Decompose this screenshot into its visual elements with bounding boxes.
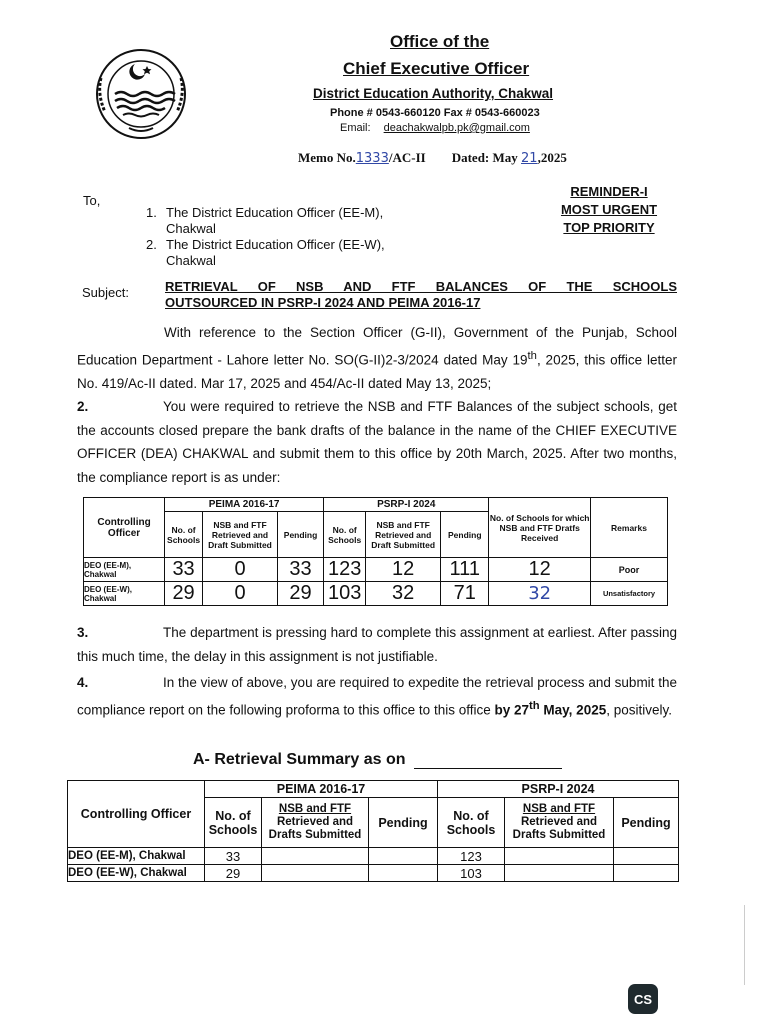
recipient-city: Chakwal xyxy=(166,221,216,236)
phone-fax: Phone # 0543-660120 Fax # 0543-660023 xyxy=(330,107,540,119)
email-label: Email: xyxy=(340,122,371,134)
memo-number: 1333 xyxy=(355,151,389,166)
paragraph-2: 2. You were required to retrieve the NSB and FTF Balances of the subject schools, get the accounts closed prepare the bank drafts of the balance in the name of the CHIEF EXECUTIVE OFFICER (DEA) CHAKWAL and submit them to this office by 20th March, 2025. After two months, the compliance report is as under: xyxy=(77,399,677,485)
paragraph-3: 3. The department is pressing hard to complete this assignment at earliest. After passing this much time, the delay in this assignment is not justifiable. xyxy=(77,625,677,664)
subject-line-2: OUTSOURCED IN PSRP-I 2024 AND PEIMA 2016-17 xyxy=(165,295,481,310)
memo-suffix: /AC-II xyxy=(388,150,426,165)
email-line xyxy=(340,122,530,134)
recipient-list xyxy=(146,205,385,269)
memo-label: Memo No. xyxy=(298,150,356,165)
email-address: deachakwalpb.pk@gmail.com xyxy=(383,122,530,134)
summary-title: A- Retrieval Summary as on xyxy=(193,751,562,769)
scan-edge xyxy=(744,905,745,985)
retrieval-summary-table: Controlling Officer PEIMA 2016-17 PSRP-I 2024 No. of Schools NSB and FTF Retrieved and Drafts Submitted Pending No. of Schools NSB and FTF Retrieved and Drafts Submitted Pending DEO (EE-M), Chakwal 33 123 DEO (EE-W), Chakwal 29 103 xyxy=(67,780,679,882)
recipient-city: Chakwal xyxy=(166,253,216,268)
date-blank-line xyxy=(414,754,562,769)
memo-year: ,2025 xyxy=(537,150,567,165)
reminder-block xyxy=(550,183,668,237)
table-row: DEO (EE-W), Chakwal 29 103 xyxy=(68,865,679,882)
recipient-item: 2. The District Education Officer (EE-W), xyxy=(146,237,385,252)
paragraph-4: 4. In the view of above, you are required to expedite the retrieval process and submit the compliance report on the following proforma to this office to this office by 27th May, 2025, positively. xyxy=(77,675,677,717)
subject-label: Subject: xyxy=(82,285,129,300)
table-row: DEO (EE-W), Chakwal 29 0 29 103 32 71 32 Unsatisfactory xyxy=(84,582,668,606)
memo-day: 21 xyxy=(521,151,538,166)
table-row: DEO (EE-M), Chakwal 33 123 xyxy=(68,848,679,865)
reminder-label: REMINDER-I xyxy=(570,184,648,199)
paragraph-1: With reference to the Section Officer (G-II), Government of the Punjab, School Education Department - Lahore letter No. SO(G-II)2-3/2024 dated May 19th, 2025, this office letter No. 419/Ac-II dated. Mar 17, 2025 and 454/Ac-II dated May 13, 2025; xyxy=(77,325,677,391)
subject-line-1: RETRIEVAL OF NSB AND FTF BALANCES OF THE SCHOOLS xyxy=(165,279,677,294)
punjab-seal-logo xyxy=(95,48,187,140)
to-label: To, xyxy=(83,193,101,208)
office-title: Office of the xyxy=(390,32,490,51)
priority-label: TOP PRIORITY xyxy=(563,220,655,235)
compliance-table: Controlling Officer PEIMA 2016-17 PSRP-I 2024 No. of Schools for which NSB and FTF Dratfs Received Remarks No. of Schools NSB and FTF Retrieved and Draft Submitted Pending No. of Schools NSB and FTF Retrieved and Draft Submitted Pending DEO (EE-M), Chakwal 33 0 33 123 12 111 12 Poor DEO (EE-W), Chakwal 29 0 29 103 32 71 32 Unsatisfactory xyxy=(83,497,668,606)
urgency-label: MOST URGENT xyxy=(560,202,658,217)
memo-line xyxy=(298,150,567,166)
recipient-item: 1. The District Education Officer (EE-M), xyxy=(146,205,384,220)
camscanner-badge: CS xyxy=(628,984,658,1014)
dated-label: Dated: May xyxy=(451,150,518,165)
authority-name: District Education Authority, Chakwal xyxy=(313,86,554,101)
table-row: DEO (EE-M), Chakwal 33 0 33 123 12 111 12 Poor xyxy=(84,558,668,582)
office-subtitle: Chief Executive Officer xyxy=(343,59,530,78)
